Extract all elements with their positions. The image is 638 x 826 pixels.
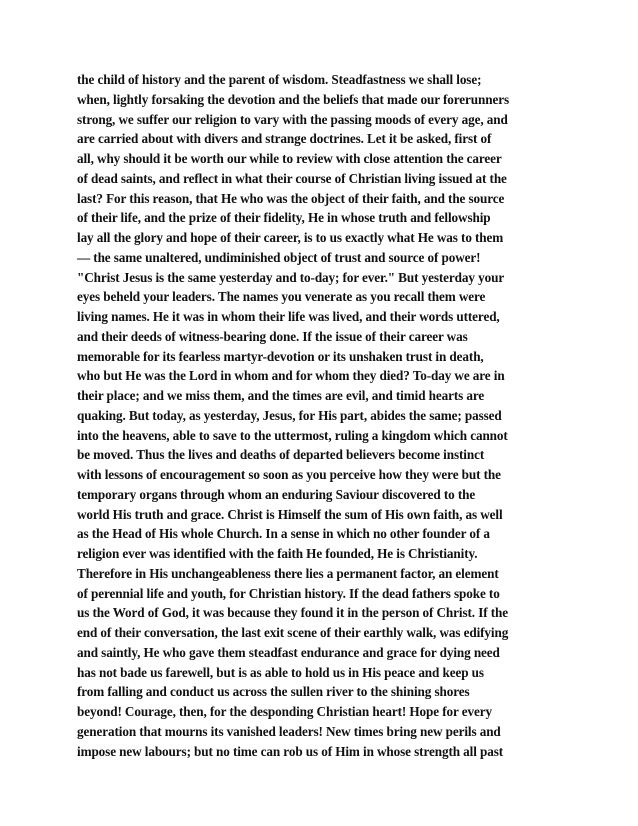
text-line: from falling and conduct us across the sullen river to the shining shores xyxy=(77,684,470,700)
text-line: of their life, and the prize of their fidelity, He in whose truth and fellowship xyxy=(77,210,491,226)
text-line: their place; and we miss them, and the times are evil, and timid hearts are xyxy=(77,388,485,403)
text-line: be moved. Thus the lives and deaths of departed believers become instinct xyxy=(77,447,485,463)
text-line: us the Word of God, it was because they found it in the person of Christ. If the xyxy=(77,605,508,621)
text-line: living names. He it was in whom their life was lived, and their words uttered, xyxy=(77,309,500,324)
text-line: with lessons of encouragement so soon as you perceive how they were but the xyxy=(77,467,501,482)
text-line: the child of history and the parent of wisdom. Steadfastness we shall lose; xyxy=(77,72,482,87)
body-text xyxy=(77,70,572,761)
text-line: impose new labours; but no time can rob us of Him in whose strength all past xyxy=(77,743,504,759)
text-line: into the heavens, able to save to the uttermost, ruling a kingdom which cannot xyxy=(77,427,508,443)
text-line: Therefore in His unchangeableness there lies a permanent factor, an element xyxy=(77,565,499,581)
text-line: — the same unaltered, undiminished object of trust and source of power! xyxy=(77,249,481,265)
text-line: world His truth and grace. Christ is Himself the sum of His own faith, as well xyxy=(77,506,503,522)
text-line: beyond! Courage, then, for the desponding Christian heart! Hope for every xyxy=(77,704,492,719)
text-line: eyes beheld your leaders. The names you venerate as you recall them were xyxy=(77,289,486,305)
text-line: who but He was the Lord in whom and for whom they died? To-day we are in xyxy=(77,368,505,384)
text-line: religion ever was identified with the faith He founded, He is Christianity. xyxy=(77,546,478,561)
text-line: end of their conversation, the last exit scene of their earthly walk, was edifying xyxy=(77,625,509,640)
text-line: temporary organs through whom an enduring Saviour discovered to the xyxy=(77,486,476,502)
text-line: when, lightly forsaking the devotion and the beliefs that made our forerunners xyxy=(77,91,510,107)
text-line: "Christ Jesus is the same yesterday and to-day; for ever." But yesterday your xyxy=(77,269,505,285)
text-line: of perennial life and youth, for Christian history. If the dead fathers spoke to xyxy=(77,585,500,601)
text-line: all, why should it be worth our while to review with close attention the career xyxy=(77,151,502,166)
text-line: quaking. But today, as yesterday, Jesus, for His part, abides the same; passed xyxy=(77,407,502,423)
text-line: and saintly, He who gave them steadfast endurance and grace for dying need xyxy=(77,644,500,660)
text-line: memorable for its fearless martyr-devotion or its unshaken trust in death, xyxy=(77,348,484,364)
text-line: has not bade us farewell, but is as able to hold us in His peace and keep us xyxy=(77,664,484,680)
text-line: strong, we suffer our religion to vary with the passing moods of every age, and xyxy=(77,111,508,127)
text-line: last? For this reason, that He who was the object of their faith, and the source xyxy=(77,190,505,206)
text-line: as the Head of His whole Church. In a sense in which no other founder of a xyxy=(77,526,490,542)
text-line: and their deeds of witness-bearing done. If the issue of their career was xyxy=(77,328,468,344)
text-line: are carried about with divers and strange doctrines. Let it be asked, first of xyxy=(77,131,492,147)
text-line: generation that mourns its vanished leaders! New times bring new perils and xyxy=(77,723,501,739)
text-line: of dead saints, and reflect in what their course of Christian living issued at the xyxy=(77,170,507,186)
text-line: lay all the glory and hope of their career, is to us exactly what He was to them xyxy=(77,230,504,245)
